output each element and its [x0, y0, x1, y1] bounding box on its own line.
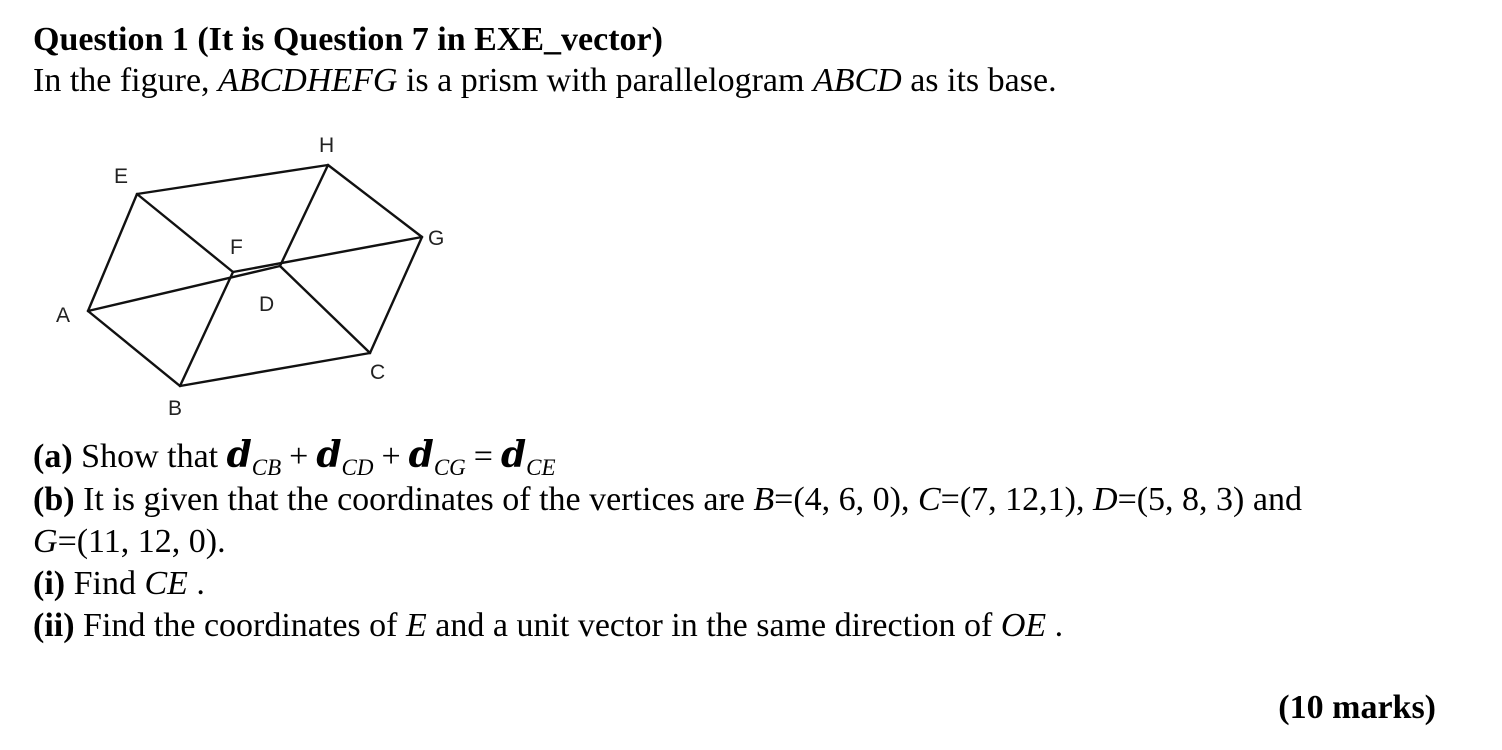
vector-OE: OE — [1000, 607, 1047, 644]
label-A: A — [56, 304, 71, 327]
vertex-G-value: =(11, 12, 0). — [57, 523, 226, 560]
label-B: B — [168, 397, 183, 420]
question-title: Question 1 (It is Question 7 in EXE_vector) — [33, 21, 663, 58]
edge-BC — [180, 353, 370, 386]
label-H: H — [319, 134, 335, 157]
edge-AB — [88, 311, 180, 386]
intro-prefix: In the figure, — [33, 62, 219, 99]
edge-EF — [137, 194, 233, 272]
part-i-text: Find — [65, 565, 145, 602]
part-b-text: It is given that the coordinates of the vertices are — [74, 481, 754, 518]
edge-AE — [88, 194, 137, 311]
subscript-CB: CB — [251, 455, 282, 480]
edge-CG — [370, 237, 422, 353]
part-ii-text-1: Find the coordinates of — [74, 607, 406, 644]
subscript-CG: CG — [433, 455, 466, 480]
vertex-B-value: =(4, 6, 0), — [774, 481, 918, 518]
vertex-G: G — [33, 523, 58, 560]
marks-label: (10 marks) — [1278, 689, 1436, 726]
part-ii-label: (ii) — [33, 607, 75, 644]
part-a-label: (a) — [33, 438, 73, 475]
vertex-C-value: =(7, 12,1), — [940, 481, 1093, 518]
prism-name: ABCDHEFG — [218, 62, 398, 99]
vertex-D: D — [1093, 481, 1118, 518]
subscript-CD: CD — [341, 455, 374, 480]
edge-HE — [137, 165, 328, 194]
vertex-B: B — [753, 481, 775, 518]
part-i — [33, 564, 205, 604]
edge-DH — [280, 165, 328, 266]
part-b-label: (b) — [33, 481, 75, 518]
base-name: ABCD — [812, 62, 902, 99]
vertex-C: C — [917, 481, 941, 518]
vector-d-CD: d — [316, 434, 342, 476]
label-C: C — [370, 361, 386, 384]
part-i-target: CE — [144, 565, 188, 602]
edge-DA — [88, 266, 280, 311]
vector-d-CB: d — [226, 434, 252, 476]
part-i-label: (i) — [33, 565, 66, 602]
label-G: G — [428, 227, 445, 250]
edge-GH — [328, 165, 422, 237]
part-b-continued — [33, 522, 226, 562]
edge-FG — [233, 237, 422, 272]
label-D: D — [259, 293, 275, 316]
subscript-CE: CE — [526, 455, 556, 480]
part-a — [33, 435, 556, 480]
part-ii-text-2: and a unit vector in the same direction of — [426, 607, 1001, 644]
label-F: F — [230, 236, 243, 259]
vertex-D-value: =(5, 8, 3) and — [1117, 481, 1302, 518]
prism-figure — [40, 125, 480, 425]
label-E: E — [114, 165, 129, 188]
equals-sign: = — [473, 438, 493, 475]
part-ii-end: . — [1046, 607, 1064, 644]
plus-sign: + — [381, 438, 401, 475]
point-E: E — [405, 607, 427, 644]
part-ii — [33, 606, 1063, 646]
vector-d-CE: d — [500, 434, 527, 476]
intro-middle: is a prism with parallelogram — [397, 62, 813, 99]
vector-d-CG: d — [408, 434, 434, 476]
part-i-end: . — [187, 565, 205, 602]
question-intro — [33, 61, 1057, 101]
plus-sign: + — [289, 438, 309, 475]
edge-BF — [180, 272, 233, 386]
edge-CD — [280, 266, 370, 353]
part-a-text: Show that — [72, 438, 227, 475]
intro-suffix: as its base. — [901, 62, 1057, 99]
part-b — [33, 480, 1302, 520]
